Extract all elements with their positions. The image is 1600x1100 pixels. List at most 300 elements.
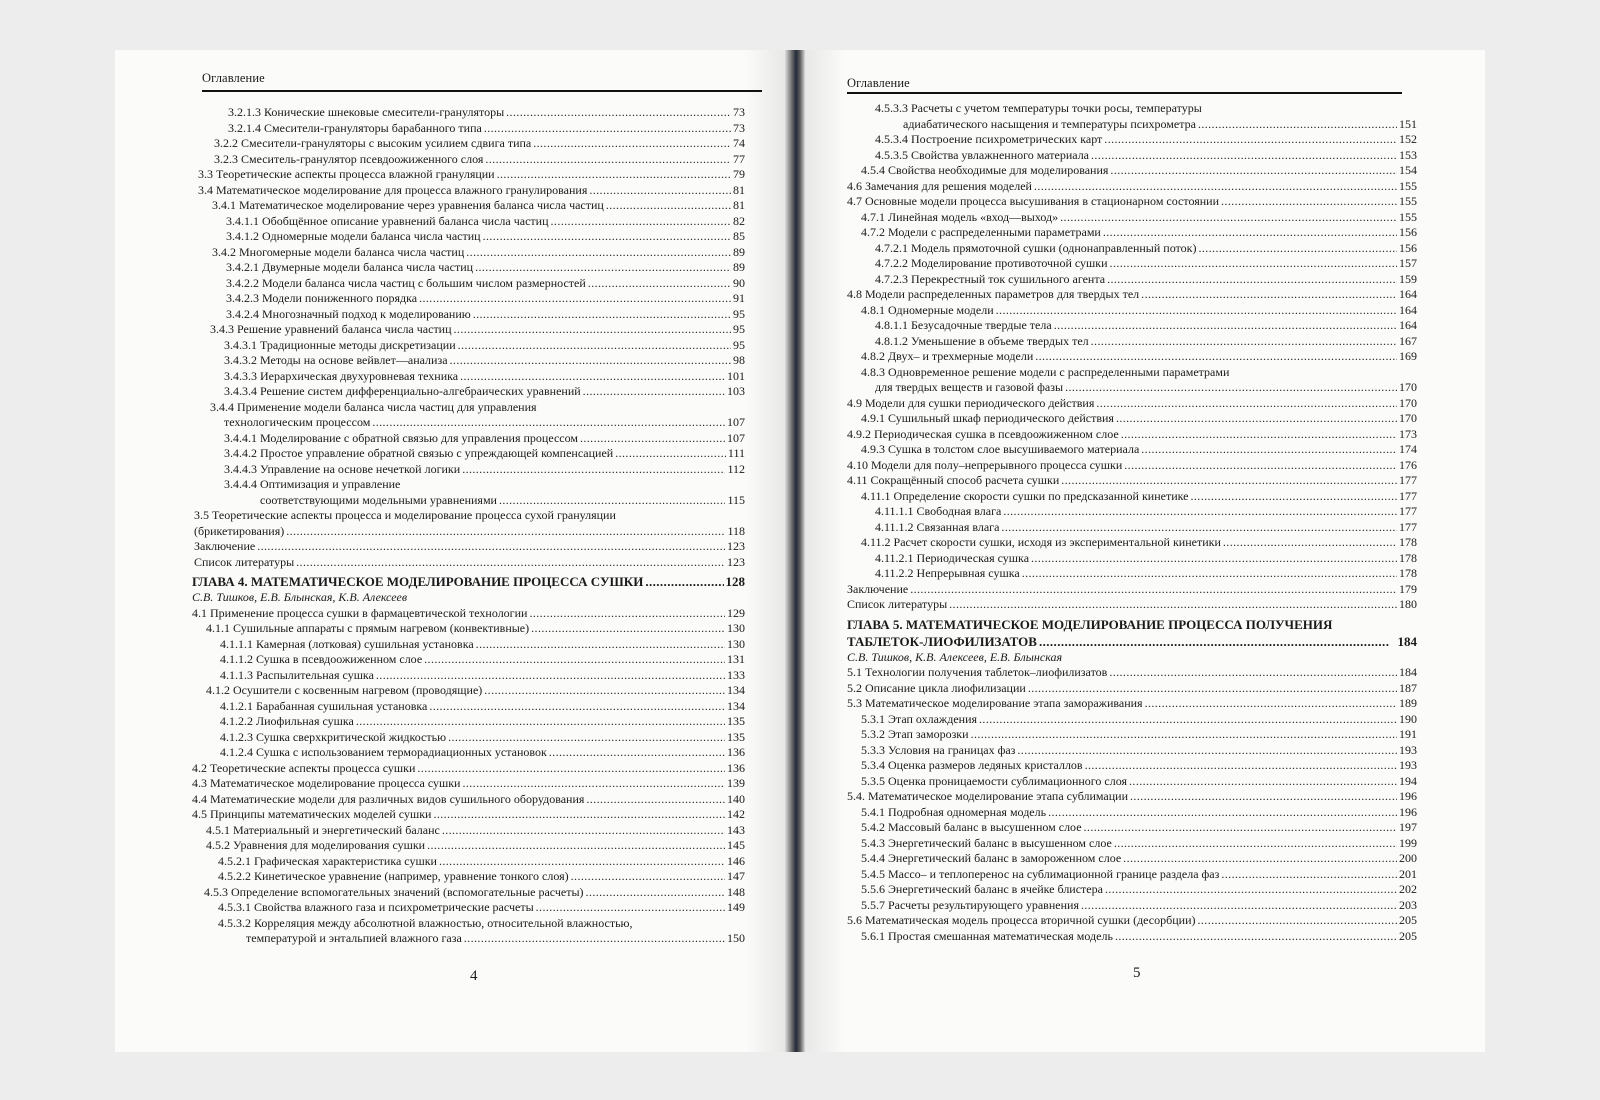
dot-leader xyxy=(536,900,725,916)
toc-entry-title: 4.1.1.1 Камерная (лотковая) сушильная установка xyxy=(220,636,474,651)
toc-entry-title: 3.2.1.3 Конические шнековые смесители-грануляторы xyxy=(228,105,505,119)
toc-entry-title: для твердых веществ и газовой фазы xyxy=(875,380,1064,394)
toc-entry-title: 3.4.3.2 Методы на основе вейвлет—анализа xyxy=(224,353,448,367)
toc-entry-title: 4.1.2.4 Сушка с использованием терморадиационных установок xyxy=(220,745,547,759)
dot-leader xyxy=(429,699,725,715)
toc-entry-title: 4.9.2 Периодическая сушка в псевдоожиженном слое xyxy=(847,426,1119,441)
dot-leader xyxy=(1091,334,1397,350)
toc-entry-title: 5.6.1 Простая смешанная математическая модель xyxy=(861,928,1113,943)
toc-page-number: 177 xyxy=(1399,504,1417,518)
toc-entry-title: 4.8 Модели распределенных параметров для твердых тел xyxy=(847,287,1140,301)
toc-entry-line xyxy=(845,101,1417,117)
toc-page-number: 135 xyxy=(727,714,745,728)
toc-entry xyxy=(845,566,1417,582)
dot-leader xyxy=(466,245,731,261)
toc-entry-title: 4.5.3.4 Построение психрометрических карт xyxy=(875,132,1103,146)
toc-page-number: 139 xyxy=(727,776,745,790)
toc-entry xyxy=(845,225,1417,241)
toc-page-number: 176 xyxy=(1399,457,1417,472)
toc-entry-title: адиабатического насыщения и температуры психрометра xyxy=(903,116,1196,131)
toc-entry xyxy=(845,148,1417,164)
toc-entry-title: 3.4.4.1 Моделирование с обратной связью для управления процессом xyxy=(224,430,578,445)
toc-entry xyxy=(845,665,1417,681)
dot-leader xyxy=(571,869,725,885)
dot-leader xyxy=(450,353,731,369)
toc-page-number: 187 xyxy=(1399,680,1417,695)
toc-entry-line xyxy=(190,508,745,524)
dot-leader xyxy=(1109,665,1397,681)
toc-entry-title: 4.1.1.3 Распылительная сушка xyxy=(220,667,374,682)
toc-page-number: 81 xyxy=(733,182,745,197)
toc-page-number: 142 xyxy=(727,807,745,821)
toc-entry-title: (брикетирования) xyxy=(194,523,285,538)
dot-leader xyxy=(372,415,725,431)
toc-page-number: 180 xyxy=(1399,597,1417,611)
dot-leader xyxy=(615,446,726,462)
toc-entry xyxy=(190,431,745,447)
running-head: Оглавление xyxy=(847,76,910,90)
toc-entry-line xyxy=(845,365,1417,381)
dot-leader xyxy=(910,582,1397,598)
toc-entry-title: 4.3 Математическое моделирование процесса сушки xyxy=(192,776,461,790)
toc-entry xyxy=(845,696,1417,712)
toc-entry-title: 3.4.4.2 Простое управление обратной связью с упреждающей компенсацией xyxy=(224,446,614,460)
chapter-heading xyxy=(190,573,745,590)
dot-leader xyxy=(549,745,725,761)
dot-leader xyxy=(1129,774,1397,790)
toc-entry xyxy=(190,524,745,540)
toc-entry xyxy=(190,291,745,307)
toc-entry-title: 4.10 Модели для полу–непрерывного процесса сушки xyxy=(847,457,1123,472)
toc-entry xyxy=(190,446,745,462)
toc-page-number: 155 xyxy=(1399,194,1417,208)
dot-leader xyxy=(475,260,731,276)
toc-page-number: 193 xyxy=(1399,758,1417,772)
toc-page-number: 123 xyxy=(727,539,745,553)
dot-leader xyxy=(1096,396,1397,412)
toc-page-number: 111 xyxy=(727,446,745,460)
toc-entry xyxy=(190,105,745,121)
toc-entry-title: 3.4.1.2 Одномерные модели баланса числа частиц xyxy=(226,229,481,243)
header-rule xyxy=(202,90,762,92)
toc-entry xyxy=(190,260,745,276)
toc-entry-title: 3.4.4 Применение модели баланса числа частиц для управления xyxy=(210,399,537,414)
dot-leader xyxy=(1001,520,1397,536)
toc-entry-title: технологическим процессом xyxy=(224,415,371,429)
dot-leader xyxy=(606,198,731,214)
page-number: 5 xyxy=(1133,965,1141,981)
toc-entry-title: 4.5 Принципы математических моделей сушки xyxy=(192,807,432,821)
toc-page-number: 140 xyxy=(727,791,745,806)
dot-leader xyxy=(580,431,725,447)
toc-page-number: 146 xyxy=(727,853,745,868)
toc-page-number: 107 xyxy=(727,430,745,445)
toc-entry xyxy=(845,334,1417,350)
toc-page-number: 95 xyxy=(733,306,745,321)
toc-entry-title: 4.11.2.2 Непрерывная сушка xyxy=(875,566,1020,580)
toc-entry xyxy=(190,384,745,400)
toc-page-number: 205 xyxy=(1399,928,1417,943)
toc-entry-title: 3.4.3.4 Решение систем дифференциально-алгебраических уравнений xyxy=(224,384,581,398)
toc-entry-line xyxy=(190,477,745,493)
toc-page-number: 174 xyxy=(1399,442,1417,456)
toc-page-number: 91 xyxy=(733,291,745,305)
toc-entry xyxy=(845,473,1417,489)
toc-entry xyxy=(190,823,745,839)
toc-entry xyxy=(845,194,1417,210)
toc-entry-title: 3.4.3 Решение уравнений баланса числа частиц xyxy=(210,322,452,336)
dot-leader xyxy=(1114,836,1397,852)
chapter-heading xyxy=(845,633,1417,650)
toc-page-number: 189 xyxy=(1399,696,1417,710)
toc-entry-title: Заключение xyxy=(847,581,909,596)
toc-entry xyxy=(190,745,745,761)
toc-entry xyxy=(845,789,1417,805)
toc-page-number: 193 xyxy=(1399,742,1417,757)
toc-entry-title: 4.9 Модели для сушки периодического действия xyxy=(847,395,1095,410)
toc-page-number: 85 xyxy=(733,229,745,243)
dot-leader xyxy=(1065,380,1397,396)
toc-entry xyxy=(845,712,1417,728)
toc-entry xyxy=(845,913,1417,929)
toc-entry-title: 4.5.3.5 Свойства увлажненного материала xyxy=(875,147,1090,162)
dot-leader xyxy=(583,384,725,400)
toc-entry xyxy=(190,838,745,854)
toc-entry-title: 4.11.1 Определение скорости сушки по предсказанной кинетике xyxy=(861,488,1189,503)
toc-entry-title: 5.3.1 Этап охлаждения xyxy=(861,711,978,726)
toc-entry-title: 4.5.2.1 Графическая характеристика сушки xyxy=(218,853,437,868)
toc-entry-title: 5.4.3 Энергетический баланс в высушенном слое xyxy=(861,835,1112,850)
dot-leader xyxy=(533,136,731,152)
dot-leader xyxy=(1105,882,1397,898)
toc-entry-title: 4.7.2.2 Моделирование противоточной сушки xyxy=(875,256,1108,270)
chapter-authors: С.В. Тишков, Е.В. Блынская, К.В. Алексеев xyxy=(192,590,408,604)
toc-page-number: 130 xyxy=(727,621,745,635)
toc-entry xyxy=(190,198,745,214)
toc-entry-title: 5.3.5 Оценка проницаемости сублимационного слоя xyxy=(861,773,1128,788)
dot-leader xyxy=(1198,117,1397,133)
toc-page-number: 159 xyxy=(1399,271,1417,286)
toc-entry xyxy=(190,931,745,947)
dot-leader xyxy=(1003,504,1397,520)
toc-entry xyxy=(845,303,1417,319)
dot-leader xyxy=(464,931,725,947)
dot-leader xyxy=(439,854,725,870)
toc-entry xyxy=(845,396,1417,412)
dot-leader xyxy=(473,307,731,323)
dot-leader xyxy=(1116,411,1397,427)
toc-page-number: 196 xyxy=(1399,789,1417,803)
dot-leader xyxy=(1130,789,1397,805)
toc-entry xyxy=(845,411,1417,427)
toc-entry xyxy=(190,539,745,555)
toc-entry-title: 5.4.2 Массовый баланс в высушенном слое xyxy=(861,820,1082,834)
toc-page-number: 196 xyxy=(1399,804,1417,819)
dot-leader xyxy=(454,322,731,338)
toc-entry-title: 5.1 Технологии получения таблеток–лиофилизатов xyxy=(847,665,1108,679)
toc-entry-title: 3.4.3.1 Традиционные методы дискретизации xyxy=(224,337,456,352)
toc-page-number: 103 xyxy=(727,384,745,398)
dot-leader xyxy=(460,369,725,385)
toc-page-number: 134 xyxy=(727,698,745,713)
toc-entry-title: 5.4.1 Подробная одномерная модель xyxy=(861,804,1047,819)
dot-leader xyxy=(1022,566,1397,582)
toc-page-number: 201 xyxy=(1399,866,1417,881)
toc-entry xyxy=(845,551,1417,567)
toc-entry-title: 4.5.3.3 Расчеты с учетом температуры точки росы, температуры xyxy=(875,101,1202,115)
toc-page-number: 178 xyxy=(1399,566,1417,580)
toc-page-number: 129 xyxy=(727,605,745,620)
dot-leader xyxy=(499,493,725,509)
dot-leader xyxy=(1141,442,1397,458)
toc-entry xyxy=(845,241,1417,257)
toc-page-number: 148 xyxy=(727,884,745,899)
dot-leader xyxy=(645,573,723,590)
toc-page-number: 156 xyxy=(1399,225,1417,239)
toc-page-number: 123 xyxy=(727,554,745,569)
dot-leader xyxy=(551,214,731,230)
toc-page-number: 152 xyxy=(1399,132,1417,146)
toc-entry-title: 5.3 Математическое моделирование этапа замораживания xyxy=(847,696,1143,710)
toc-page-number: 112 xyxy=(727,461,745,476)
toc-entry xyxy=(845,287,1417,303)
toc-entry-title: 4.11 Сокращённый способ расчета сушки xyxy=(847,473,1060,487)
toc-page-number: 164 xyxy=(1399,302,1417,317)
toc-entry-title: 3.4.1.1 Обобщённое описание уравнений баланса числа частиц xyxy=(226,213,549,228)
toc-page-number: 143 xyxy=(727,822,745,837)
toc-entry-title: 3.3 Теоретические аспекты процесса влажной грануляции xyxy=(198,167,495,181)
toc-page-number: 170 xyxy=(1399,411,1417,425)
toc-entry xyxy=(845,774,1417,790)
toc-entry-title: 4.6 Замечания для решения моделей xyxy=(847,178,1032,193)
toc-entry-title: 4.8.1.1 Безусадочные твердые тела xyxy=(875,318,1052,332)
toc-entry-title: 4.1.2.3 Сушка сверхкритической жидкостью xyxy=(220,729,447,744)
toc-page-number: 98 xyxy=(733,353,745,367)
toc-page-number: 200 xyxy=(1399,851,1417,865)
toc-entry-title: Список литературы xyxy=(847,597,948,611)
toc-entry xyxy=(845,163,1417,179)
dot-leader xyxy=(483,229,731,245)
toc-entry xyxy=(845,743,1417,759)
toc-page-number: 170 xyxy=(1399,380,1417,394)
toc-entry xyxy=(190,776,745,792)
dot-leader xyxy=(433,807,725,823)
toc-entry-title: 5.3.4 Оценка размеров ледяных кристаллов xyxy=(861,758,1083,772)
toc-page-number: 190 xyxy=(1399,711,1417,726)
toc-entry-title: 4.4 Математические модели для различных видов сушильного оборудования xyxy=(192,791,585,806)
dot-leader xyxy=(462,776,725,792)
toc-entry xyxy=(190,229,745,245)
dot-leader xyxy=(1223,535,1397,551)
toc-page-number: 156 xyxy=(1399,240,1417,255)
toc-entry xyxy=(190,322,745,338)
dot-leader xyxy=(971,727,1397,743)
toc-entry xyxy=(190,869,745,885)
toc-entry-title: 4.8.1 Одномерные модели xyxy=(861,302,994,317)
toc-entry xyxy=(190,885,745,901)
toc-entry-title: 4.5.2 Уравнения для моделирования сушки xyxy=(206,838,426,852)
toc-entry xyxy=(845,805,1417,821)
toc-entry xyxy=(190,807,745,823)
toc-entry xyxy=(190,245,745,261)
toc-page-number: 89 xyxy=(733,244,745,259)
dot-leader xyxy=(1198,241,1397,257)
toc-page-number: 155 xyxy=(1399,178,1417,193)
dot-leader xyxy=(1110,256,1397,272)
toc-entry-title: 3.4.2.1 Двумерные модели баланса числа частиц xyxy=(226,260,474,274)
toc-entry-title: 5.4. Математическое моделирование этапа сублимации xyxy=(847,789,1129,803)
dot-leader xyxy=(1031,551,1397,567)
toc-entry-title: 4.9.3 Сушка в толстом слое высушиваемого материала xyxy=(861,442,1140,456)
toc-entry-line xyxy=(190,916,745,932)
toc-entry xyxy=(845,132,1417,148)
dot-leader xyxy=(1054,318,1397,334)
toc-page-number: 191 xyxy=(1399,727,1417,741)
toc-page-number: 136 xyxy=(727,760,745,775)
toc-entry xyxy=(845,117,1417,133)
toc-entry xyxy=(190,606,745,622)
dot-leader xyxy=(1121,427,1397,443)
toc-entry xyxy=(845,681,1417,697)
toc-entry xyxy=(190,415,745,431)
dot-leader xyxy=(1085,758,1397,774)
toc-page-number: 73 xyxy=(733,120,745,135)
toc-entry xyxy=(845,210,1417,226)
toc-entry-title: 4.11.2.1 Периодическая сушка xyxy=(875,550,1030,565)
toc-page-number: 77 xyxy=(733,151,745,166)
dot-leader xyxy=(424,652,725,668)
toc-entry-title: 4.1.1 Сушильные аппараты с прямым нагревом (конвективные) xyxy=(206,621,530,635)
toc-entry-title: 5.3.3 Условия на границах фаз xyxy=(861,742,1016,757)
toc-page-number: 194 xyxy=(1399,773,1417,788)
toc-entry xyxy=(845,867,1417,883)
toc-entry-line xyxy=(190,400,745,416)
toc-entry-title: 3.4.2.2 Модели баланса числа частиц с большим числом размерностей xyxy=(226,275,586,290)
toc-entry xyxy=(845,458,1417,474)
toc-page-number: 118 xyxy=(727,523,745,538)
chapter-heading-line: ГЛАВА 5. МАТЕМАТИЧЕСКОЕ МОДЕЛИРОВАНИЕ ПРОЦЕССА ПОЛУЧЕНИЯ xyxy=(847,616,1333,632)
toc-entry xyxy=(190,276,745,292)
dot-leader xyxy=(1034,179,1397,195)
dot-leader xyxy=(1107,272,1397,288)
dot-leader xyxy=(586,885,725,901)
toc-entry-title: 4.5.2.2 Кинетическое уравнение (например, уравнение тонкого слоя) xyxy=(218,869,569,883)
toc-page-number: 197 xyxy=(1399,820,1417,834)
toc-entry xyxy=(190,683,745,699)
toc-entry-title: 4.7.1 Линейная модель «вход—выход» xyxy=(861,209,1059,224)
toc-entry-title: 4.8.3 Одновременное решение модели с распределенными параметрами xyxy=(861,364,1230,379)
toc-page-number: 95 xyxy=(733,322,745,336)
dot-leader xyxy=(356,714,725,730)
toc-entry xyxy=(845,318,1417,334)
toc-entry xyxy=(845,256,1417,272)
toc-page-number: 177 xyxy=(1399,519,1417,534)
chapter-authors: С.В. Тишков, К.В. Алексеев, Е.В. Блынская xyxy=(847,649,1063,664)
chapter-title: ГЛАВА 4. МАТЕМАТИЧЕСКОЕ МОДЕЛИРОВАНИЕ ПРОЦЕССА СУШКИ xyxy=(192,574,644,589)
toc-entry xyxy=(190,369,745,385)
toc-page-number: 178 xyxy=(1399,535,1417,549)
header-rule xyxy=(847,92,1402,94)
toc-entry-title: 4.11.1.1 Свободная влага xyxy=(875,504,1002,518)
toc-entry xyxy=(845,535,1417,551)
toc-entry-title: 3.4.4.4 Оптимизация и управление xyxy=(224,477,401,491)
toc-page-number: 205 xyxy=(1399,913,1417,927)
toc-page-number: 90 xyxy=(733,275,745,290)
toc-entry xyxy=(845,520,1417,536)
toc-entry-title: 5.4.4 Энергетический баланс в замороженном слое xyxy=(861,851,1122,865)
toc-page-number: 147 xyxy=(727,869,745,883)
dot-leader xyxy=(1035,349,1397,365)
toc-page-number: 157 xyxy=(1399,256,1417,270)
toc-entry-title: 5.3.2 Этап заморозки xyxy=(861,727,969,741)
toc-entry xyxy=(845,427,1417,443)
toc-entry xyxy=(845,349,1417,365)
toc-entry xyxy=(845,597,1417,613)
dot-leader xyxy=(419,291,731,307)
toc-page-number: 151 xyxy=(1399,116,1417,131)
dot-leader xyxy=(1124,458,1397,474)
toc-page-number: 95 xyxy=(733,337,745,352)
toc-entry-title: 4.1.2.2 Лиофильная сушка xyxy=(220,714,354,728)
toc-page-number: 81 xyxy=(733,198,745,212)
toc-entry-title: 4.5.1 Материальный и энергетический баланс xyxy=(206,822,440,837)
toc-entry xyxy=(845,820,1417,836)
toc-entry xyxy=(190,183,745,199)
toc-entry xyxy=(845,582,1417,598)
toc-entry-title: 4.5.3.1 Свойства влажного газа и психрометрические расчеты xyxy=(218,900,534,914)
dot-leader xyxy=(1104,132,1397,148)
toc-page-number: 153 xyxy=(1399,147,1417,162)
toc-page-number: 74 xyxy=(733,136,745,150)
toc-entry xyxy=(845,380,1417,396)
toc-entry-title: 3.4.2 Многомерные модели баланса числа частиц xyxy=(212,244,465,259)
book-spread xyxy=(115,50,1485,1052)
toc-page-number: 173 xyxy=(1399,426,1417,441)
dot-leader xyxy=(417,761,725,777)
toc-page-number: 131 xyxy=(727,652,745,666)
dot-leader xyxy=(485,152,731,168)
toc-entry-title: Список литературы xyxy=(194,554,295,569)
toc-entry xyxy=(190,152,745,168)
toc-entry-title: 4.11.1.2 Связанная влага xyxy=(875,519,1000,534)
toc-entry-title: 4.11.2 Расчет скорости сушки, исходя из экспериментальной кинетики xyxy=(861,535,1221,549)
toc-entry xyxy=(190,121,745,137)
toc-entry xyxy=(190,338,745,354)
toc-page-number: 133 xyxy=(727,667,745,682)
toc-entry-title: 3.4.1 Математическое моделирование через уравнения баланса числа частиц xyxy=(212,198,604,212)
toc-entry-title: 4.5.4 Свойства необходимые для моделирования xyxy=(861,163,1109,177)
toc-entry-title: 3.4.2.3 Модели пониженного порядка xyxy=(226,291,418,305)
toc-entry xyxy=(845,504,1417,520)
toc-page-number: 170 xyxy=(1399,395,1417,410)
toc-entry-title: 4.1.1.2 Сушка в псевдоожиженном слое xyxy=(220,652,423,666)
toc-entry-title: 4.7.2.1 Модель прямоточной сушки (однонаправленный поток) xyxy=(875,240,1197,255)
toc-entry xyxy=(845,442,1417,458)
toc-entry xyxy=(190,555,745,571)
dot-leader xyxy=(296,555,725,571)
toc-entry xyxy=(190,668,745,684)
toc-entry xyxy=(845,179,1417,195)
toc-entry xyxy=(845,929,1417,945)
toc-entry-title: 5.6 Математическая модель процесса вторичной сушки (десорбции) xyxy=(847,913,1196,927)
toc-page-number: 199 xyxy=(1399,835,1417,850)
toc-entry xyxy=(845,882,1417,898)
toc-entry xyxy=(190,493,745,509)
dot-leader xyxy=(1048,805,1397,821)
dot-leader xyxy=(484,121,731,137)
left-page xyxy=(115,50,785,1052)
toc-entry xyxy=(190,307,745,323)
